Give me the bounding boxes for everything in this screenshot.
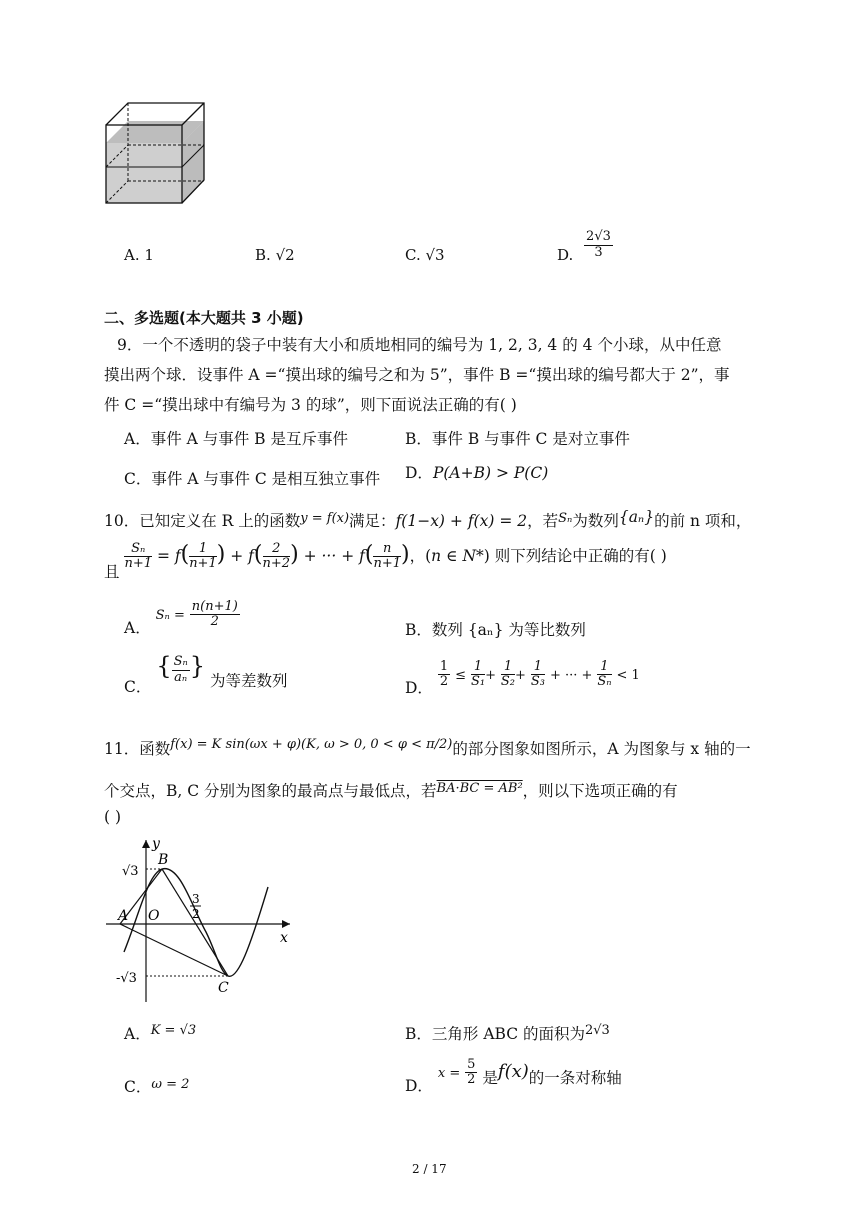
q8-option-a: A. 1 [124,246,154,264]
x-label: x [280,930,288,946]
q11-option-b: B．三角形 ABC 的面积为$^{2√3}$ [405,1023,610,1043]
point-b-label: B [158,852,169,868]
origin-label: O [148,908,160,924]
q10-option-b: B．数列 {aₙ} 为等比数列 [405,621,586,639]
section-title: 二、多选题(本大题共 3 小题) [104,309,304,327]
q11-option-c: C．$^{\omega = 2}$ [124,1077,190,1096]
q10-line1: 10．已知定义在 R 上的函数$^{y = f(x)}$满足：f(1−x) + f(x) = 2，若$^{S_n}$为数列{aₙ}的前 n 项和， [104,508,752,530]
sine-graph [100,832,300,1007]
three-half-den: 2 [192,907,200,921]
q9-line1: 9．一个不透明的袋子中装有大小和质地相同的编号为 1, 2, 3, 4 的 4 个小球，从中任意 [117,336,722,354]
y-axis-arrow [142,840,150,848]
q9-line3: 件 C =“摸出球中有编号为 3 的球”，则下面说法正确的有( ) [104,396,517,414]
q11-line2: 个交点，B, C 分别为图象的最高点与最低点，若$^{BA\cdot BC = AB^2}$，则以下选项正确的有 [104,781,678,800]
q10-option-d: D． $\frac{1}{2}$ ≤ $\frac{1}{\text{S₁}}$ + $\frac{1}{\text{S₂}}$ + $\frac{1}{\text{S₃}}$ + ··· + $\frac{1}{\text{Sₙ}}$ < 1 [405,659,640,697]
q11-option-a: A．$^{K = √3}$ [124,1023,197,1043]
point-a-label: A [118,908,129,924]
q9-option-c: C．事件 A 与事件 C 是相互独立事件 [124,470,381,488]
point-c-label: C [218,980,229,996]
q11-option-d: D． x = $\frac{5}{2}$ 是f(x)的一条对称轴 [405,1057,622,1095]
y-label: y [152,836,160,852]
q9-option-b: B．事件 B 与事件 C 是对立事件 [405,430,630,448]
water-front [106,143,182,203]
q9-option-a: A．事件 A 与事件 B 是互斥事件 [124,430,348,448]
neg-sqrt3-label: -√3 [116,971,137,986]
page-number: 2 / 17 [412,1162,447,1176]
q10-option-a: A． Sₙ = $\frac{n(n+1)}{2}$ [124,599,238,637]
sqrt3-label: √3 [122,864,139,879]
q10-line2: 且 $\frac{\text{Sₙ}}{n+1}$ = f( $\frac{1}{n+1}$ ) + f( $\frac{2}{n+2}$ ) + ··· + f( $\frac{n}{n+1}$ )，(n ∈ N*) 则下列结论中正确的有( ) [104,541,667,581]
q8-option-d: D. $\frac{2√3}{3}$ [557,229,611,264]
three-half-num: 3 [192,892,200,906]
q11-line3: ( ) [104,808,122,826]
q10-option-c: C． { $\frac{\text{Sₙ}}{\text{aₙ}}$ } 为等差数列 [124,652,288,696]
q9-option-d: D．P(A+B) > P(C) [405,464,549,482]
q11-line1: 11．函数$^{f(x) = K sin(\omega x + \varphi)(K, \omega > 0, 0 < \varphi < \pi/2)}$的部分图象如图所示，A 为图象与 x 轴的一 [104,737,751,758]
x-axis-arrow [282,920,290,928]
q8-option-c: C. √3 [405,246,445,264]
q9-line2: 摸出两个球．设事件 A =“摸出球的编号之和为 5”，事件 B =“摸出球的编号都大于 2”，事 [104,366,730,384]
q8-option-b: B. √2 [255,246,295,264]
cube-figure [100,95,212,210]
